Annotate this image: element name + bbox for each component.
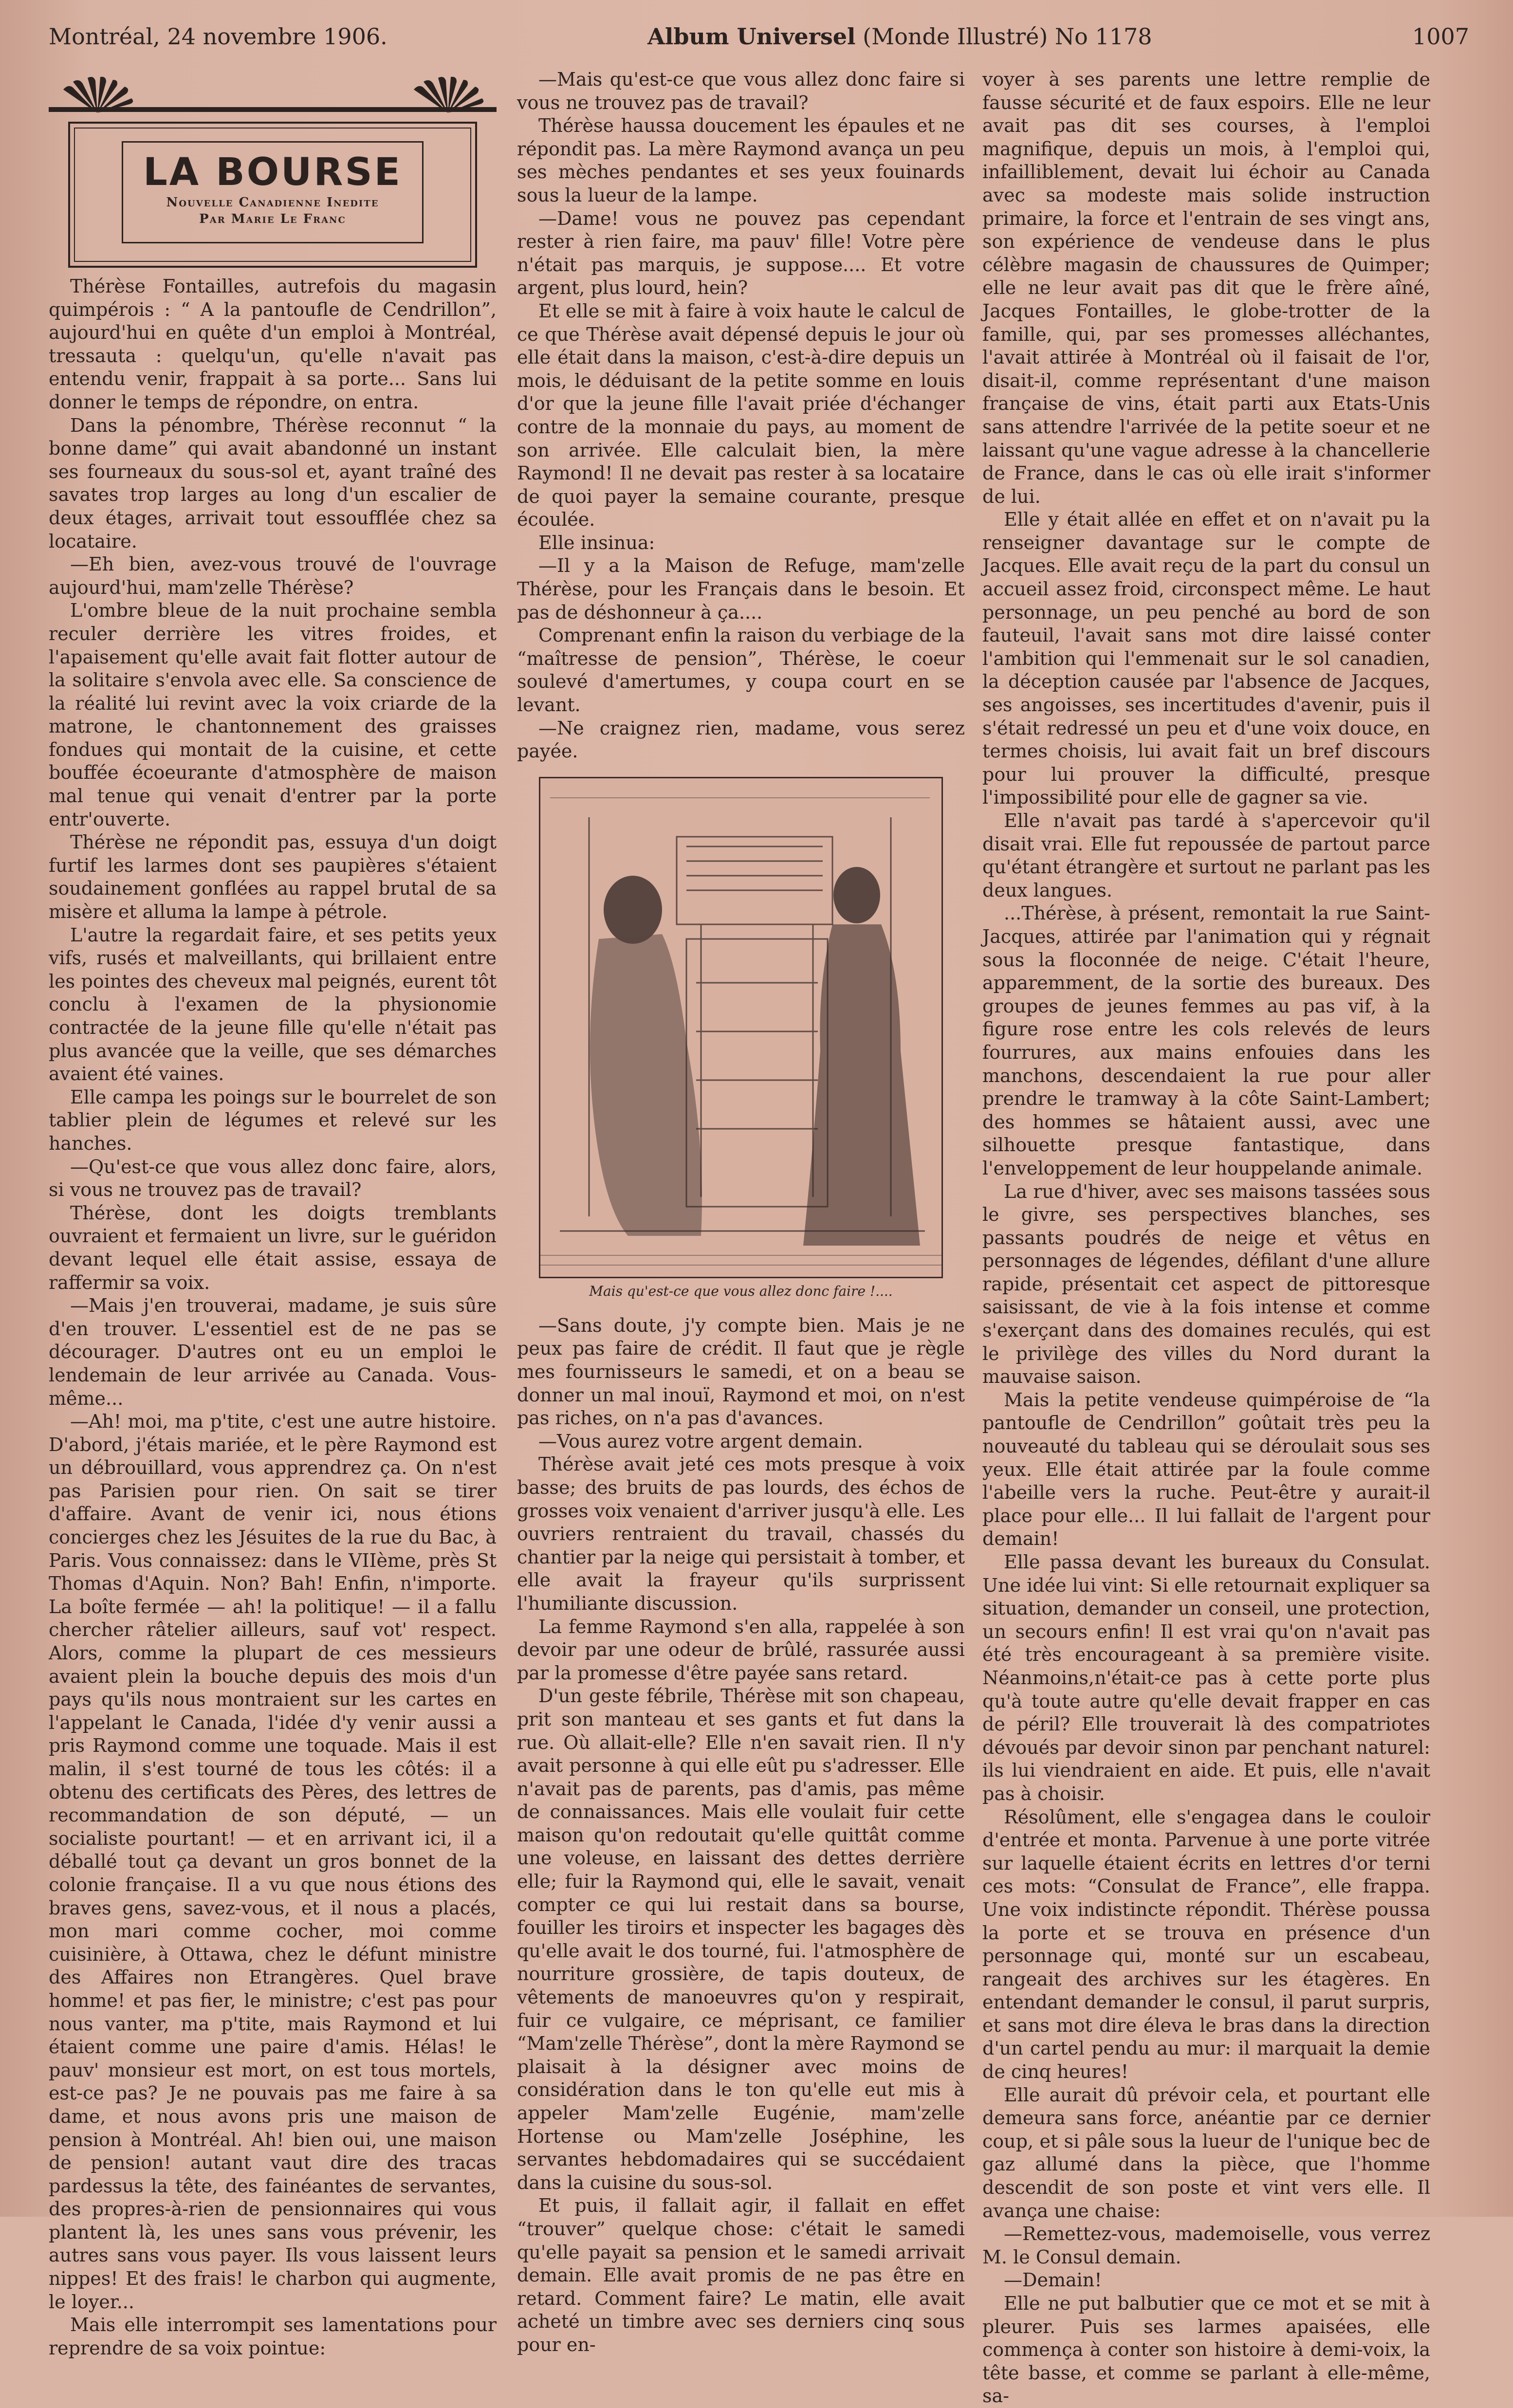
paragraph: Elle passa devant les bureaux du Consulat. Une idée lui vint: Si elle retournait expliquer sa situation, demander un conseil, une protection, un secours enfin! Il est vrai qu'on n'avait pas été très encourageant à sa première visite. Néanmoins,n'était-ce pas à cette porte plus qu'à toute autre qu'elle devait frapper en cas de péril? Elle trouverait là des compatriotes dévoués par devoir sinon par penchant naturel: ils lui viendraient en aide. Et puis, elle n'avait pas à choisir. bbox=[982, 1551, 1430, 1804]
paragraph: —Eh bien, avez-vous trouvé de l'ouvrage aujourd'hui, mam'zelle Thérèse? bbox=[49, 553, 497, 598]
paragraph: —Sans doute, j'y compte bien. Mais je ne peux pas faire de crédit. Il faut que je règle mes fournisseurs le samedi, et on a beau se donner un mal inouï, Raymond et moi, on n'est pas riches, on n'a pas d'avances. bbox=[517, 1314, 965, 1429]
paragraph: Elle aurait dû prévoir cela, et pourtant elle demeura sans force, anéantie par ce dernier coup, et si pâle sous la lueur de l'unique bec de gaz allumé dans la pièce, que l'homme descendit de son poste et vint vers elle. Il avança une chaise: bbox=[982, 2084, 1430, 2222]
paragraph: —Ne craignez rien, madame, vous serez payée. bbox=[517, 717, 965, 762]
paragraph: Et puis, il fallait agir, il fallait en effet “trouver” quelque chose: c'était le samedi qu'elle payait sa pension et le samedi arrivait demain. Elle avait promis de ne pas être en retard. Comment faire? Le matin, elle avait acheté un timbre avec ses derniers cinq sous pour en- bbox=[517, 2195, 965, 2355]
header-page-number: 1007 bbox=[1412, 23, 1469, 50]
header-publication bbox=[647, 23, 1152, 50]
paragraph: D'un geste fébrile, Thérèse mit son chapeau, prit son manteau et ses gants et fut dans la rue. Où allait-elle? Elle n'en savait rien. Il n'y avait personne à qui elle eût pu s'adresser. Elle n'avait pas de parents, pas d'amis, pas même de connaissances. Mais elle voulait fuir cette maison qu'on redoutait qu'elle quittât comme une voleuse, en laissant des dettes derrière elle; fuir la Raymond qui, elle le savait, venait compter ce qui lui restait dans sa bourse, fouiller les tiroirs et inspecter les bagages dès qu'elle avait le dos tourné, fui. l'atmosphère de nourriture grossière, de tapis douteux, de vêtements de manoeuvres qu'on y respirait, fuir ce vulgaire, ce méprisant, ce familier “Mam'zelle Thérèse”, dont la mère Raymond se plaisait à la désigner avec moins de considération dans le ton qu'elle eut mis à appeler Mam'zelle Eugénie, mam'zelle Hortense ou Mam'zelle Joséphine, les servantes hebdomadaires qui se succédaient dans la cuisine du sous-sol. bbox=[517, 1685, 965, 2193]
paragraph: Elle campa les poings sur le bourrelet de son tablier plein de légumes et relevé sur les hanches. bbox=[49, 1086, 497, 1154]
header-publication-name: Album Universel bbox=[647, 23, 856, 50]
story-subtitle: Nouvelle Canadienne Inedite bbox=[166, 195, 379, 210]
paragraph: L'autre la regardait faire, et ses petits yeux vifs, rusés et malveillants, qui brillaient entre les pointes des cheveux mal peignés, eurent tôt conclu à l'examen de la physionomie contractée de la jeune fille qu'elle n'était pas plus avancée que la veille, que ses démarches avaient été vaines. bbox=[49, 924, 497, 1085]
paragraph: —Vous aurez votre argent demain. bbox=[538, 1430, 863, 1452]
story-author: Par Marie Le Franc bbox=[199, 212, 346, 226]
paragraph: Elle n'avait pas tardé à s'apercevoir qu'il disait vrai. Elle fut repoussée de partout parce qu'étant étrangère et surtout ne parlant pas les deux langues. bbox=[982, 810, 1430, 901]
paragraph: —Mais j'en trouverai, madame, je suis sûre d'en trouver. L'essentiel est de ne pas se décourager. D'autres ont eu un emploi le lendemain de leur arrivée au Canada. Vous-même... bbox=[49, 1295, 497, 1409]
column-1 bbox=[49, 68, 497, 2360]
paragraph: Thérèse, dont les doigts tremblants ouvraient et fermaient un livre, sur le guéridon devant lequel elle était assise, essaya de raffermir sa voix. bbox=[49, 1202, 497, 1293]
paragraph: Résolûment, elle s'engagea dans le couloir d'entrée et monta. Parvenue à une porte vitrée sur laquelle étaient écrits en lettres d'or terni ces mots: “Consulat de France”, elle frappa. Une voix indistincte répondit. Thérèse poussa la porte et se trouva en présence d'un personnage qui, monté sur un escabeau, rangeait des archives sur les étagères. En entendant demander le consul, il parut surpris, et sans mot dire éleva le bras dans la direction d'un cartel pendu au mur: il marquait la demie de cinq heures! bbox=[982, 1806, 1430, 2083]
paragraph: Comprenant enfin la raison du verbiage de la “maîtresse de pension”, Thérèse, le coeur soulevé d'amertumes, y coupa court en se levant. bbox=[517, 625, 965, 716]
paragraph: Elle insinua: bbox=[538, 532, 655, 553]
header-issue: (Monde Illustré) No 1178 bbox=[855, 23, 1152, 50]
paragraph: —Ah! moi, ma p'tite, c'est une autre histoire. D'abord, j'étais mariée, et le père Raymond est un débrouillard, vous apprendrez ça. On n'est pas Parisien pour rien. On sait se tirer d'affaire. Avant de venir ici, nous étions concierges chez les Jésuites de la rue du Bac, à Paris. Vous connaissez: dans le VIIème, près St Thomas d'Aquin. Non? Bah! Enfin, n'importe. La boîte fermée — ah! la politique! — il a fallu chercher râtelier ailleurs, sauf vot' respect. Alors, comme la plupart de ces messieurs avaient plein la bouche depuis des mois d'un pays qu'ils nous montraient sur les cartes en l'appelant le Canada, l'idée d'y venir aussi a pris Raymond comme une toquade. Mais il est malin, il s'est tourné de tous les côtés: il a obtenu des certificats des Pères, des lettres de recommandation de son député, — un socialiste pourtant! — et en arrivant ici, il a déballé tout ça devant un gros bonnet de la colonie française. Il a vu que nous étions des braves gens, savez-vous, et il nous a placés, mon mari comme cocher, moi comme cuisinière, à Ottawa, chez le défunt ministre des Affaires non Etrangères. Quel brave homme! et pas fier, le ministre; c'est pas pour nous vanter, ma p'tite, mais Raymond et lui étaient comme une paire d'amis. Hélas! le pauv' monsieur est mort, on est tous mortels, est-ce pas? Je ne pouvais pas me faire à sa dame, et nous avons pris une maison de pension à Montréal. Ah! bien oui, une maison de pension! autant vaut dire des tracas pardessus la tête, des fainéantes de servantes, des propres-à-rien de pensionnaires qui vous plantent là, les unes sans vous prévenir, les autres sans vous payer. Ils vous laissent leurs nippes! Et des frais! le charbon qui augmente, le loyer... bbox=[49, 1411, 497, 2313]
paragraph: Mais la petite vendeuse quimpéroise de “la pantoufle de Cendrillon” goûtait très peu la nouveauté du tableau qui se déroulait sous ses yeux. Elle était attirée par la foule comme l'abeille vers la ruche. Peut-être y aurait-il place pour elle... Il lui fallait de l'argent pour demain! bbox=[982, 1389, 1430, 1550]
paragraph: Thérèse Fontailles, autrefois du magasin quimpérois : “ A la pantoufle de Cendrillon”, aujourd'hui en quête d'un emploi à Montréal, tressauta : quelqu'un, qu'elle n'avait pas entendu venir, frappait à sa porte... Sans lui donner le temps de répondre, on entra. bbox=[49, 276, 497, 413]
paragraph: —Dame! vous ne pouvez pas cependant rester à rien faire, ma pauv' fille! Votre père n'était pas marquis, je suppose.... Et votre argent, plus lourd, hein? bbox=[517, 207, 965, 299]
paragraph: —Demain! bbox=[1004, 2269, 1102, 2291]
illustration-drawing bbox=[540, 778, 941, 1277]
title-rule bbox=[49, 107, 497, 112]
paragraph: —Mais qu'est-ce que vous allez donc faire si vous ne trouvez pas de travail? bbox=[517, 69, 965, 113]
paragraph: Et elle se mit à faire à voix haute le calcul de ce que Thérèse avait dépensé depuis le jour où elle était dans la maison, c'est-à-dire depuis un mois, le déduisant de la petite somme en louis d'or que la jeune fille l'avait priée d'échanger contre de la monnaie du pays, au moment de son arrivée. Elle calculait bien, la mère Raymond! Il ne devait pas rester à sa locataire de quoi payer la semaine courante, presque écoulée. bbox=[517, 300, 965, 531]
paragraph: ...Thérèse, à présent, remontait la rue Saint-Jacques, attirée par l'animation qui y régnait sous la floconnée de neige. C'était l'heure, apparemment, de la sortie des bureaux. Des groupes de jeunes femmes au pas vif, à la figure rose entre les cols relevés de leurs fourrures, aux mains enfouies dans les manchons, descendaient la rue pour aller prendre le tramway à la côte Saint-Lambert; des hommes se hâtaient aussi, avec une silhouette presque fantastique, dans l'enveloppement de leur houppelande animale. bbox=[982, 902, 1430, 1179]
column-2 bbox=[517, 68, 965, 2357]
paragraph: La femme Raymond s'en alla, rappelée à son devoir par une odeur de brûlé, rassurée aussi par la promesse d'être payée sans retard. bbox=[517, 1616, 965, 1684]
paragraph: L'ombre bleue de la nuit prochaine sembla reculer derrière les vitres froides, et l'apaisement qu'elle avait fait flotter autour de la solitaire s'envola avec elle. Sa conscience de la réalité lui revint avec la voix criarde de la matrone, le chantonnement des graisses fondues qui montait de la cuisine, et cette bouffée écoeurante d'atmosphère de maison mal tenue qui venait d'entrer par la porte entr'ouverte. bbox=[49, 600, 497, 830]
story-title: LA BOURSE bbox=[143, 150, 402, 194]
paragraph: —Qu'est-ce que vous allez donc faire, alors, si vous ne trouvez pas de travail? bbox=[49, 1156, 497, 1201]
column-3 bbox=[982, 68, 1430, 2408]
paragraph: voyer à ses parents une lettre remplie de fausse sécurité et de faux espoirs. Elle ne leur avait pas dit ses courses, à l'emploi magnifique, depuis un mois, à l'emploi qui, infailliblement, devait lui échoir au Canada avec sa modeste mais solide instruction primaire, la force et l'entrain de ses vingt ans, son expérience de vendeuse dans le plus célèbre magasin de chaussures de Quimper; elle ne leur avait pas dit que le frère aîné, Jacques Fontailles, le globe-trotter de la famille, qui, par ses promesses alléchantes, l'avait attirée à Montréal où il faisait de l'or, disait-il, comme représentant d'une maison française de vins, était parti aux Etats-Unis sans attendre l'arrivée de la petite soeur et ne laissant qu'une vague adresse à la chancellerie de France, dans le cas où elle irait s'informer de lui. bbox=[982, 69, 1430, 507]
paragraph: Dans la pénombre, Thérèse reconnut “ la bonne dame” qui avait abandonné un instant ses fourneaux du sous-sol et, ayant traîné des savates trop larges au long d'un escalier de deux étages, arrivait tout essoufflée chez sa locataire. bbox=[49, 414, 497, 552]
illustration-caption: Mais qu'est-ce que vous allez donc faire !.... bbox=[589, 1283, 893, 1299]
paragraph: Thérèse ne répondit pas, essuya d'un doigt furtif les larmes dont ses paupières s'étaient soudainement gonflées au rappel brutal de sa misère et alluma la lampe à pétrole. bbox=[49, 831, 497, 923]
engraving-illustration bbox=[539, 777, 943, 1278]
paragraph: Thérèse avait jeté ces mots presque à voix basse; des bruits de pas lourds, des échos de grosses voix venaient d'arriver jusqu'à elle. Les ouvriers rentraient du travail, chassés du chantier par la neige qui persistait à tomber, et elle avait la frayeur qu'ils surprissent l'humiliante discussion. bbox=[517, 1453, 965, 1614]
page-header bbox=[49, 15, 1469, 58]
paragraph: Mais elle interrompit ses lamentations pour reprendre de sa voix pointue: bbox=[49, 2314, 497, 2359]
paragraph: La rue d'hiver, avec ses maisons tassées sous le givre, ses perspectives blanches, ses passants poudrés de neige et vêtus en personnages de légendes, défilant d'une allure rapide, présentait cet aspect de pittoresque saisissant, de vie à la fois intense et comme s'exerçant dans des domaines reculés, qui est le privilège des villes du Nord durant la mauvaise saison. bbox=[982, 1180, 1430, 1388]
paragraph: Elle y était allée en effet et on n'avait pu la renseigner davantage sur le compte de Jacques. Elle avait reçu de la part du consul un accueil assez froid, circonspect même. Le haut personnage, un peu penché au bord de son fauteuil, l'avait sans mot dire laissé conter l'ambition qui l'emmenait sur le sol canadien, la déception causée par l'absence de Jacques, ses angoisses, ses incertitudes d'avenir, puis il s'était redressé un peu et d'une voix douce, en termes choisis, lui avait fait un bref discours pour lui prouver la difficulté, presque l'impossibilité pour elle de gagner sa vie. bbox=[982, 509, 1430, 809]
paragraph: —Remettez-vous, mademoiselle, vous verrez M. le Consul demain. bbox=[982, 2223, 1430, 2268]
paragraph: Elle ne put balbutier que ce mot et se mit à pleurer. Puis ses larmes apaisées, elle commença à conter son histoire à demi-voix, la tête basse, et comme se parlant à elle-même, sa- bbox=[982, 2293, 1430, 2407]
paragraph: —Il y a la Maison de Refuge, mam'zelle Thérèse, pour les Français dans le besoin. Et pas de déshonneur à ça.... bbox=[517, 555, 965, 623]
title-panel bbox=[122, 141, 424, 243]
title-box bbox=[49, 68, 497, 270]
header-date: Montréal, 24 novembre 1906. bbox=[49, 23, 387, 50]
paragraph: Thérèse haussa doucement les épaules et ne répondit pas. La mère Raymond avança un peu ses mèches pendantes et ses yeux fouinards sous la lueur de la lampe. bbox=[517, 115, 965, 206]
